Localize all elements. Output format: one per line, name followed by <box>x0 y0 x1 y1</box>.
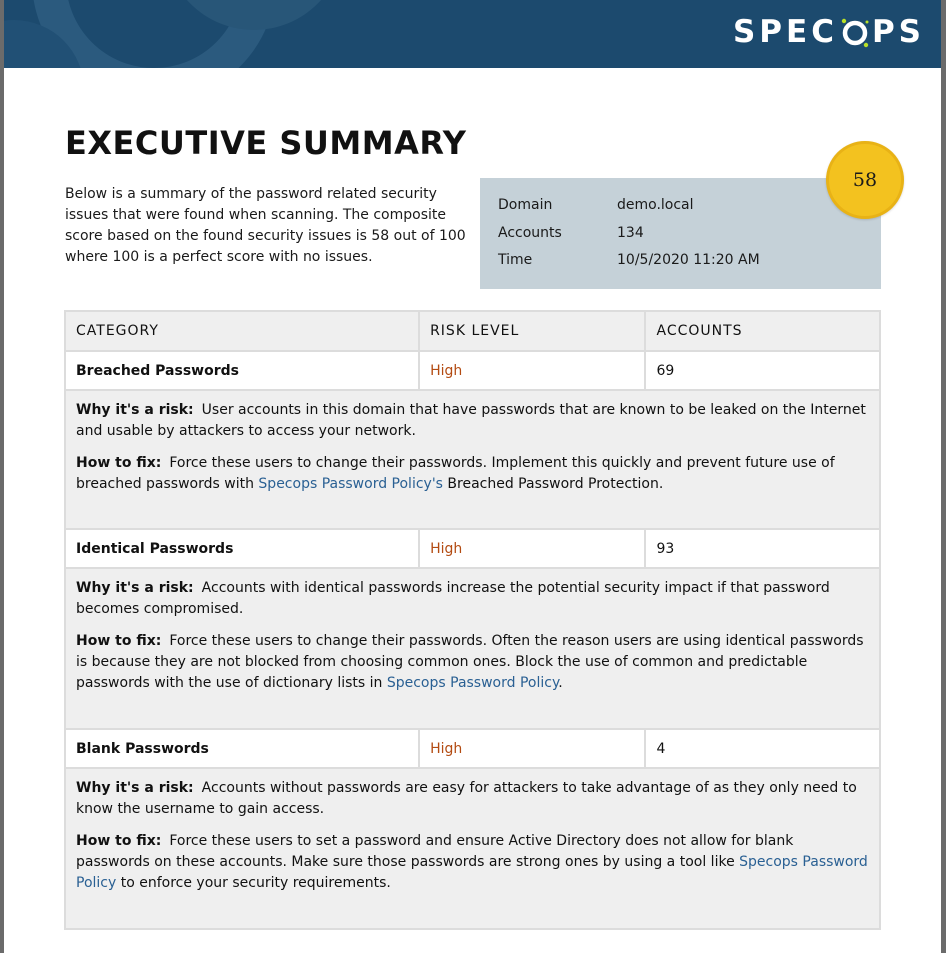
category-name: Blank Passwords <box>65 729 419 768</box>
risk-level: High <box>419 529 645 568</box>
fix-text: Force these users to change their passwords. Often the reason users are using identical passwords is because they are not blocked from choosing common ones. Block the use of common and predictable passwords with the use of dictionary lists in <box>76 633 864 691</box>
risk-level: High <box>419 729 645 768</box>
report-page <box>4 0 941 953</box>
risk-level: High <box>419 351 645 390</box>
summary-intro-text: Below is a summary of the password related security issues that were found when scanning. The composite score based on the found security issues is 58 out of 100 where 100 is a perfect score with no issues. <box>65 186 466 265</box>
why-label: Why it's a risk: <box>76 402 194 418</box>
fix-explanation <box>76 453 869 495</box>
specops-policy-link[interactable]: Specops Password Policy's <box>258 476 443 492</box>
category-name: Identical Passwords <box>65 529 419 568</box>
category-row-breached <box>65 351 880 390</box>
risk-summary-table <box>64 310 881 930</box>
info-value: 10/5/2020 11:20 AM <box>617 252 760 268</box>
fix-label: How to fix: <box>76 633 162 649</box>
risk-explanation <box>76 778 869 820</box>
why-text: User accounts in this domain that have passwords that are known to be leaked on the Internet and usable by attackers to access your network. <box>76 402 866 439</box>
scan-info-box <box>480 178 881 289</box>
account-count: 93 <box>645 529 880 568</box>
fix-text: Force these users to set a password and ensure Active Directory does not allow for blank passwords on these accounts. Make sure those passwords are strong ones by using a tool like <box>76 833 794 870</box>
why-label: Why it's a risk: <box>76 580 194 596</box>
info-label: Domain <box>498 197 553 213</box>
page-title: EXECUTIVE SUMMARY <box>65 124 467 162</box>
column-header-category: CATEGORY <box>65 311 419 351</box>
header-decoration-graphic <box>4 0 604 68</box>
specops-policy-link[interactable]: Specops Password Policy <box>76 854 868 891</box>
fix-text: Force these users to change their passwords. Implement this quickly and prevent future use of breached passwords with <box>76 455 835 492</box>
fix-explanation <box>76 631 869 694</box>
column-header-risk-level: RISK LEVEL <box>419 311 645 351</box>
category-row-identical <box>65 529 880 568</box>
account-count: 69 <box>645 351 880 390</box>
info-value: 134 <box>617 225 644 241</box>
info-row-domain <box>498 197 694 213</box>
info-row-accounts <box>498 225 644 241</box>
fix-text-end: Breached Password Protection. <box>442 476 664 492</box>
risk-explanation <box>76 578 869 620</box>
account-count: 4 <box>645 729 880 768</box>
specops-logo: SPEC PS <box>732 14 925 50</box>
category-row-blank <box>65 729 880 768</box>
why-label: Why it's a risk: <box>76 780 194 796</box>
column-header-accounts: ACCOUNTS <box>645 311 880 351</box>
fix-label: How to fix: <box>76 455 162 471</box>
report-header <box>4 0 941 68</box>
info-value: demo.local <box>617 197 694 213</box>
why-text: Accounts with identical passwords increase the potential security impact if that password becomes compromised. <box>76 580 830 617</box>
info-label: Time <box>498 252 533 268</box>
fix-text-end: . <box>558 675 563 691</box>
specops-policy-link[interactable]: Specops Password Policy <box>386 675 559 691</box>
info-label: Accounts <box>498 225 562 241</box>
fix-explanation <box>76 831 869 894</box>
fix-label: How to fix: <box>76 833 162 849</box>
why-text: Accounts without passwords are easy for attackers to take advantage of as they only need to know the username to gain access. <box>76 780 857 817</box>
logo-o-icon <box>840 15 870 49</box>
risk-explanation <box>76 400 869 442</box>
category-name: Breached Passwords <box>65 351 419 390</box>
fix-text-end: to enforce your security requirements. <box>116 875 391 891</box>
composite-score-badge: 58 <box>826 141 904 219</box>
info-row-time <box>498 252 760 268</box>
table-header-row <box>65 311 880 351</box>
detail-row-blank <box>65 768 880 929</box>
detail-row-identical <box>65 568 880 729</box>
detail-row-breached <box>65 390 880 529</box>
